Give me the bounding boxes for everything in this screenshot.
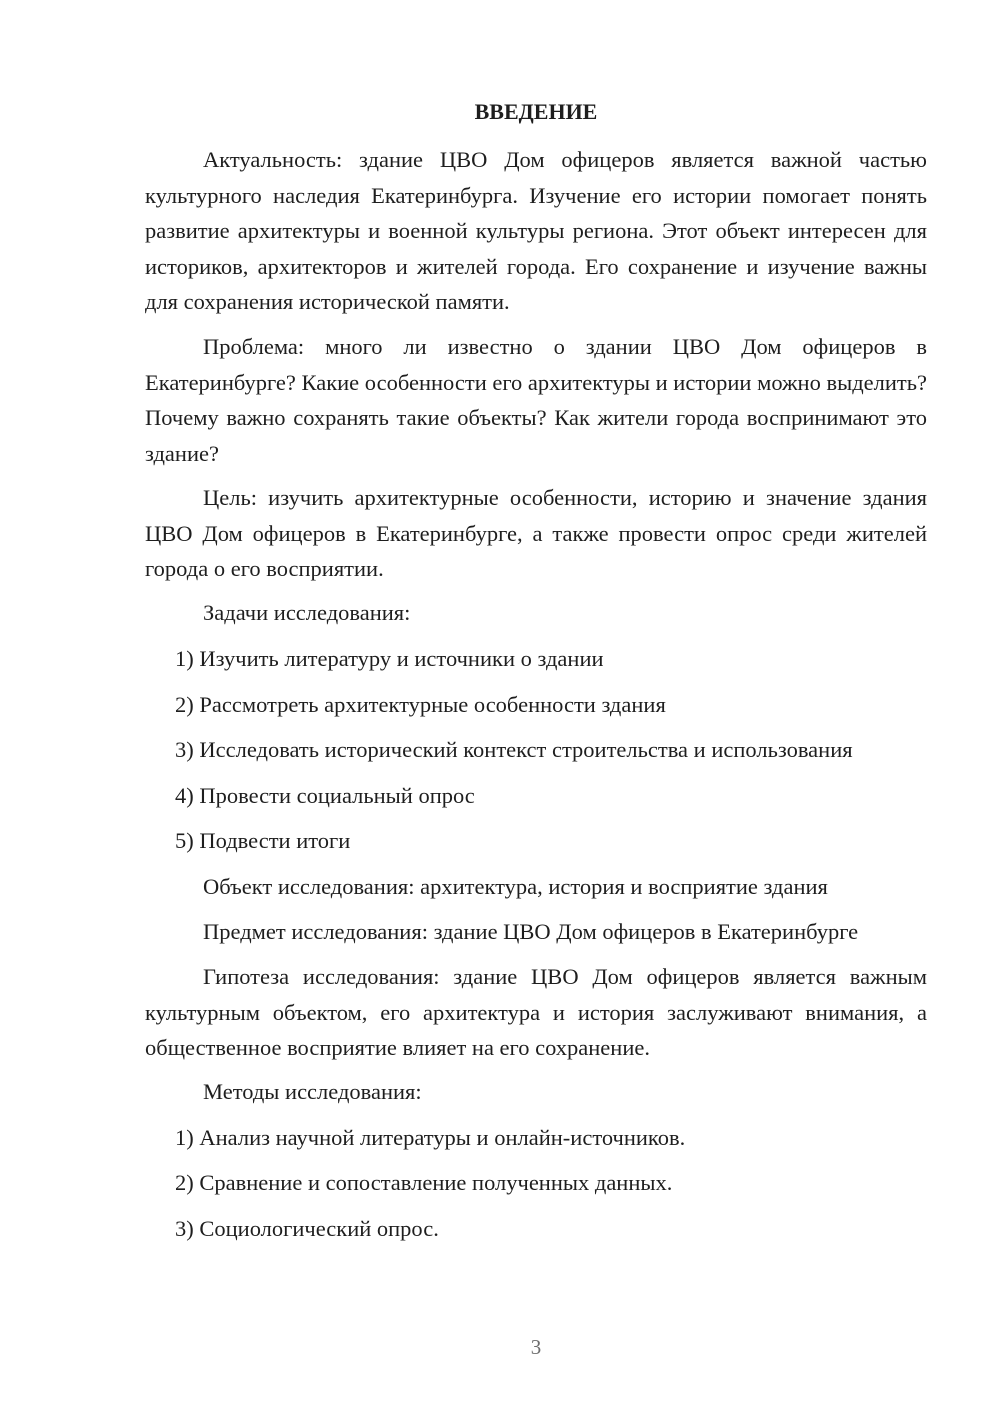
research-object: Объект исследования: архитектура, история и восприятие здания xyxy=(203,874,828,899)
method-item-2: 2) Сравнение и сопоставление полученных данных. xyxy=(175,1170,673,1195)
methods-heading: Методы исследования: xyxy=(203,1079,422,1104)
tasks-heading: Задачи исследования: xyxy=(203,600,411,625)
page-number: 3 xyxy=(530,1335,542,1359)
research-subject: Предмет исследования: здание ЦВО Дом офицеров в Екатеринбурге xyxy=(203,919,859,944)
goal-paragraph: Цель: изучить архитектурные особенности, историю и значение здания ЦВО Дом офицеров в Екатеринбурге, а также провести опрос среди жителей города о его восприятии. xyxy=(145,485,927,581)
hypothesis-paragraph: Гипотеза исследования: здание ЦВО Дом офицеров является важным культурным объектом, его архитектура и история заслуживают внимания, а общественное восприятие влияет на его сохранение. xyxy=(145,964,927,1060)
page-title: ВВЕДЕНИЕ xyxy=(474,99,598,124)
task-item-3: 3) Исследовать исторический контекст строительства и использования xyxy=(175,737,853,762)
method-item-3: 3) Социологический опрос. xyxy=(175,1216,439,1241)
method-item-1: 1) Анализ научной литературы и онлайн-источников. xyxy=(175,1125,686,1150)
task-item-5: 5) Подвести итоги xyxy=(175,828,351,853)
relevance-paragraph: Актуальность: здание ЦВО Дом офицеров является важной частью культурного наследия Екатеринбурга. Изучение его истории помогает понять развитие архитектуры и военной культуры региона. Этот объект интересен для историков, архитекторов и жителей города. Его сохранение и изучение важны для сохранения исторической памяти. xyxy=(145,147,927,314)
problem-paragraph: Проблема: много ли известно о здании ЦВО Дом офицеров в Екатеринбурге? Какие особенности его архитектуры и истории можно выделить? Почему важно сохранять такие объекты? Как жители города воспринимают это здание? xyxy=(145,334,927,466)
task-item-1: 1) Изучить литературу и источники о здании xyxy=(175,646,604,671)
task-item-4: 4) Провести социальный опрос xyxy=(175,783,475,808)
task-item-2: 2) Рассмотреть архитектурные особенности здания xyxy=(175,692,666,717)
